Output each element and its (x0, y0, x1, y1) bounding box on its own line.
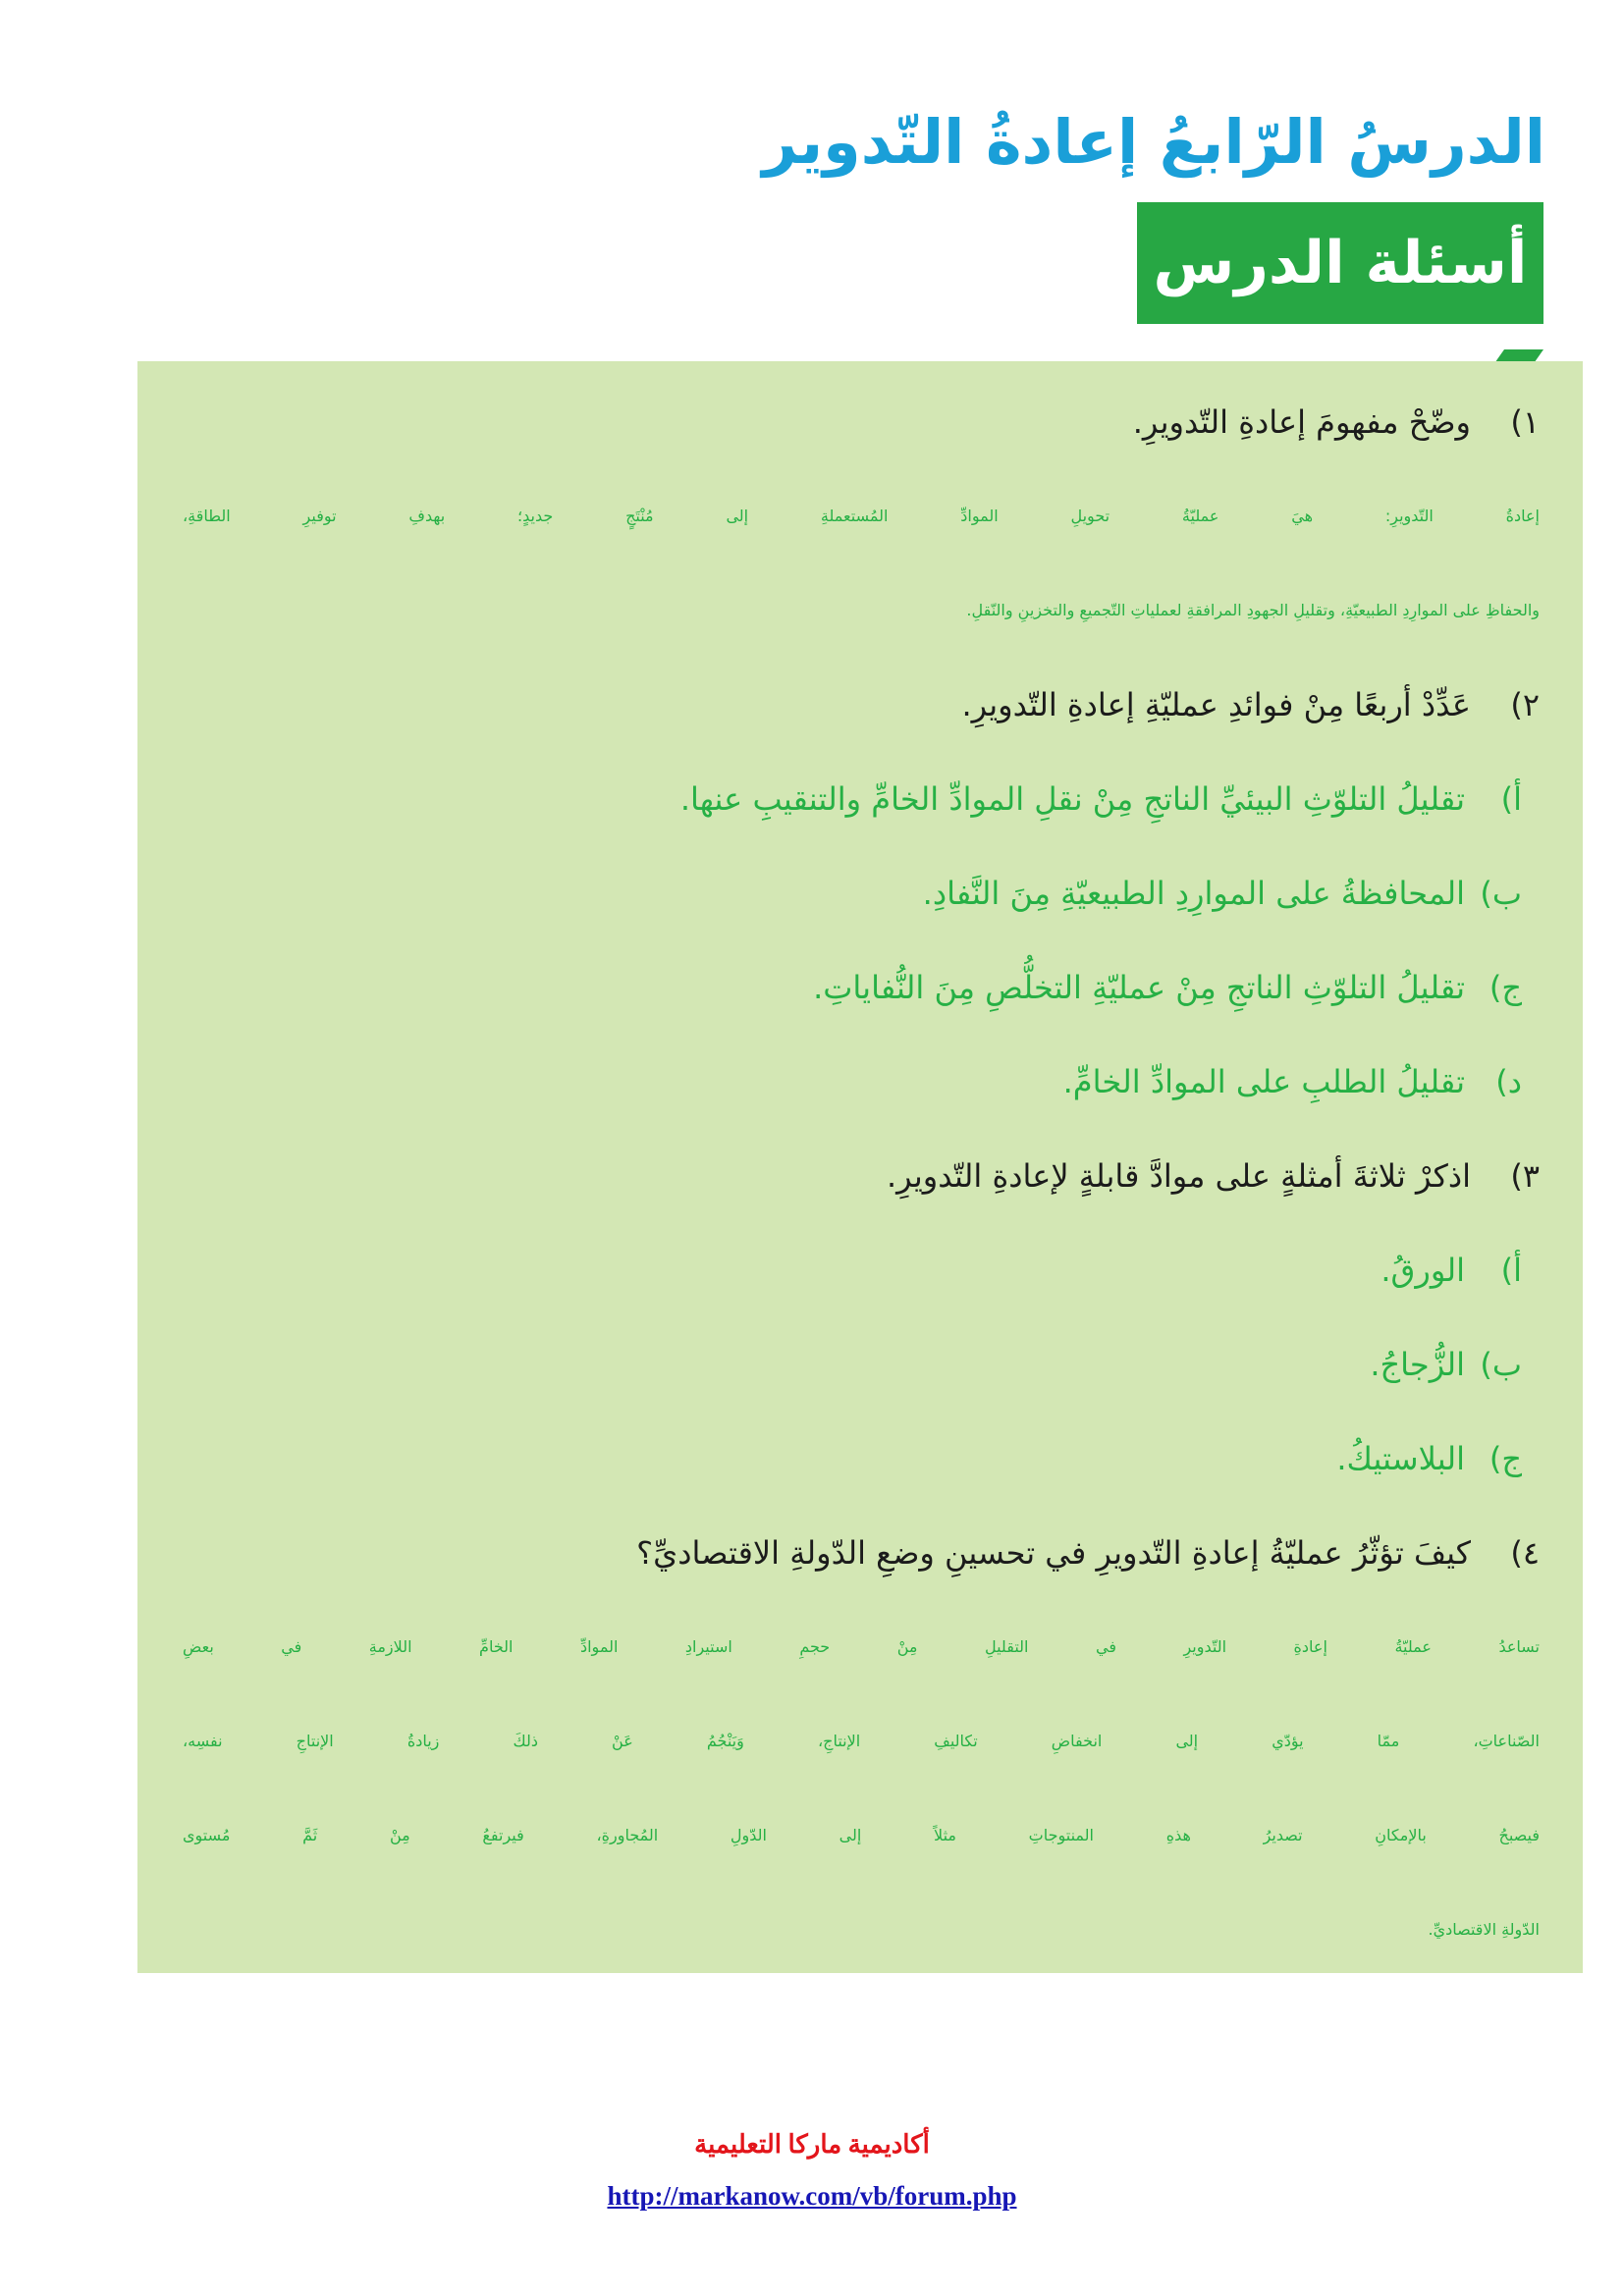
questions-panel (137, 361, 1583, 1973)
question-number: ٤) (1510, 1533, 1540, 1572)
question-4 (183, 1506, 1540, 1600)
answer-1-line-1: إعادةُ التّدويرِ: هيَ عمليّةُ تحويلِ الموادِّ المُستعملةِ إلى مُنْتَجٍ جديدٍ؛ بهدفِ توفيرِ الطاقةِ، (183, 507, 1540, 525)
item-marker: ب) (1480, 1345, 1522, 1383)
answer-3-item-a (183, 1223, 1540, 1317)
section-banner (1137, 202, 1543, 324)
answer-4-line-4: الدّولةِ الاقتصاديِّ. (1428, 1920, 1540, 1939)
answer-2-item-b (183, 846, 1540, 940)
section-title: أسئلة الدرس (1153, 229, 1528, 297)
item-text: الورقُ. (1380, 1251, 1465, 1289)
footer-forum-link[interactable]: http://markanow.com/vb/forum.php (607, 2181, 1017, 2211)
item-marker: ب) (1480, 874, 1522, 912)
item-text: البلاستيكُ. (1336, 1439, 1465, 1477)
question-number: ١) (1510, 402, 1540, 441)
answer-3-item-c (183, 1412, 1540, 1506)
question-number: ٣) (1510, 1156, 1540, 1195)
answer-2-item-c (183, 940, 1540, 1035)
answer-4-line-1: تساعدُ عمليّةُ إعادةِ التّدويرِ في التقليلِ مِنْ حجمِ استيرادِ الموادِّ الخامِّ اللازمةِ في بعضِ (183, 1637, 1540, 1656)
item-marker: ج) (1489, 968, 1522, 1006)
item-marker: أ) (1500, 1251, 1522, 1289)
question-text: كيفَ تؤثّرُ عمليّةُ إعادةِ التّدويرِ في تحسينِ وضعِ الدّولةِ الاقتصاديِّ؟ (636, 1533, 1471, 1572)
item-text: تقليلُ التلوّثِ البيئيِّ الناتجِ مِنْ نقلِ الموادِّ الخامِّ والتنقيبِ عنها. (679, 779, 1465, 818)
answer-2-item-d (183, 1035, 1540, 1129)
footer-academy-name: أكاديمية ماركا التعليمية (694, 2130, 930, 2159)
lesson-title: الدرسُ الرّابعُ إعادةُ التّدوير (762, 106, 1545, 178)
question-2 (183, 658, 1540, 752)
answer-4-line-2: الصّناعاتِ، ممّا يؤدّي إلى انخفاضِ تكاليفِ الإنتاجِ، وَيَنْجُمُ عَنْ ذلكَ زيادةُ الإنتاجِ نفسِه، (183, 1732, 1540, 1750)
question-text: اذكرْ ثلاثةَ أمثلةٍ على موادَّ قابلةٍ لإعادةِ التّدويرِ. (887, 1156, 1471, 1195)
answer-4-line-3: فيصبحُ بالإمكانِ تصديرُ هذهِ المنتوجاتِ مثلاً إلى الدّولِ المُجاورةِ، فيرتفعُ مِنْ ثَمَّ مُستوى (183, 1826, 1540, 1844)
answer-2-item-a (183, 752, 1540, 846)
item-marker: أ) (1500, 779, 1522, 818)
question-text: عَدِّدْ أربعًا مِنْ فوائدِ عمليّةِ إعادةِ التّدويرِ. (961, 685, 1471, 723)
item-text: المحافظةُ على الموارِدِ الطبيعيّةِ مِنَ النَّفادِ. (922, 874, 1465, 912)
item-text: الزُّجاجُ. (1370, 1345, 1465, 1383)
question-3 (183, 1129, 1540, 1223)
item-text: تقليلُ الطلبِ على الموادِّ الخامِّ. (1062, 1062, 1465, 1100)
question-1 (183, 375, 1540, 469)
answer-1-line-2: والحفاظِ على الموارِدِ الطبيعيّةِ، وتقليلِ الجهودِ المرافقةِ لعملياتِ التّجميعِ والتخزينِ والنّقلِ. (966, 601, 1540, 619)
question-number: ٢) (1510, 685, 1540, 723)
answer-3-item-b (183, 1317, 1540, 1412)
question-text: وضّحْ مفهومَ إعادةِ التّدويرِ. (1132, 402, 1471, 441)
item-text: تقليلُ التلوّثِ الناتجِ مِنْ عمليّةِ التخلُّصِ مِنَ النُّفاياتِ. (813, 968, 1465, 1006)
item-marker: ج) (1489, 1439, 1522, 1477)
item-marker: د) (1495, 1062, 1522, 1100)
